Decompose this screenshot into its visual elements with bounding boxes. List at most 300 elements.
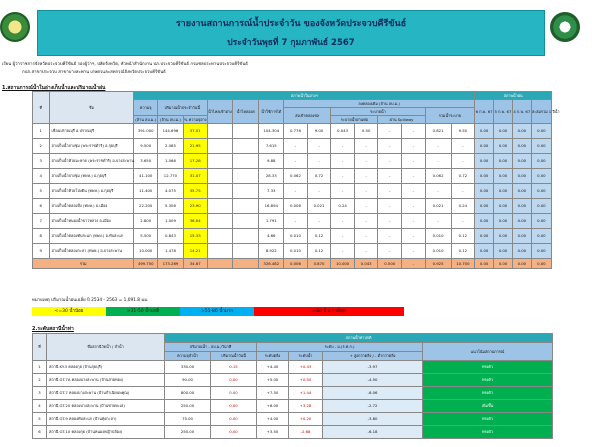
total-r1: 0.00 [475, 259, 494, 269]
cell-tot: - [425, 184, 451, 199]
cell-cur: 5.306 [157, 199, 183, 214]
cell-hmp: - [354, 229, 378, 244]
reservoir-row [33, 184, 552, 199]
province-seal-logo [0, 12, 30, 42]
cell-r2: 0.00 [494, 244, 513, 259]
cell-outflow [233, 214, 259, 229]
cell-sp: - [378, 244, 402, 259]
cell-inflow [207, 139, 233, 154]
cell-outflow [233, 139, 259, 154]
col-inflow: น้ำไหลเข้าอ่าง [207, 100, 233, 124]
cell-r2: 0.00 [494, 139, 513, 154]
cell-name: อ่างเก็บน้ำคลองบึง (ทพษ.) อ.เมือง [49, 199, 134, 214]
station-name: สถานี GT.20 คลองบางสะพาน (บ้านชายทะเล) [47, 400, 165, 413]
col-rain-total: สะสมรวม 1 ปีน้ำ [531, 100, 551, 124]
cell-r4: 0.00 [531, 199, 551, 214]
col-release-sub: ระบายน้ำ [331, 108, 425, 116]
cell-spp: - [402, 244, 426, 259]
cell-tot: 0.021 [425, 199, 451, 214]
station-bank: +4.00 [257, 413, 289, 426]
cell-tot: 0.062 [425, 169, 451, 184]
cell-r4: 0.00 [531, 139, 551, 154]
cell-usable: 9.88 [259, 154, 284, 169]
station-level: +3.28 [289, 400, 323, 413]
cell-inflow [207, 199, 233, 214]
col-total: รวมน้ำระบาย [425, 108, 475, 124]
unit-cur: (ล้าน ลบ.ม.) [157, 116, 183, 124]
cell-cur: 2.085 [157, 139, 183, 154]
cell-pct: 14.21 [183, 244, 207, 259]
cell-totp: 0.24 [451, 199, 475, 214]
cell-tbdp: - [307, 139, 331, 154]
cell-r3: 0.00 [512, 169, 531, 184]
cell-spp: - [402, 184, 426, 199]
cell-hm: - [331, 214, 355, 229]
cell-r1: 0.00 [475, 214, 494, 229]
col-capacity: ความจุ [134, 100, 158, 116]
cell-outflow [233, 154, 259, 169]
station-status: ทรงตัว [423, 413, 553, 426]
station-no: 6 [33, 426, 47, 439]
cell-tbd: - [284, 214, 308, 229]
station-no: 4 [33, 400, 47, 413]
col2-level: ระดับ - ม.(ร.ท.ก.) [257, 343, 423, 352]
cell-tbdp: - [307, 214, 331, 229]
cell-name: อ่างเก็บน้ำยางชุม (ทพษ.) อ.กุยบุรี [49, 169, 134, 184]
station-level: +0.20 [289, 413, 323, 426]
recipient-line-2: กปภ.สาขาประจวบ สาขาบางสะพาน เกษตรและสหกรณ์จังหวัดประจวบคีรีขันธ์ [22, 70, 166, 75]
cell-cap: 5.500 [134, 229, 158, 244]
cell-sp: - [378, 184, 402, 199]
cell-cap: 10.000 [134, 244, 158, 259]
station-level: +0.50 [289, 374, 323, 387]
col-rain-1: 6 ก.พ. 67 [475, 100, 494, 124]
unit-cap: (ล้าน ลบ.ม.) [135, 116, 157, 122]
cell-cur: 12.770 [157, 169, 183, 184]
cell-no: 1 [33, 124, 50, 139]
station-diff: -3.80 [323, 413, 423, 426]
cell-r1: 0.00 [475, 199, 494, 214]
cell-spp: - [402, 124, 426, 139]
cell-inflow [207, 214, 233, 229]
cell-totp: - [451, 154, 475, 169]
cell-pct: 21.95 [183, 139, 207, 154]
station-flow: 0.00 [211, 400, 257, 413]
station-diff: -6.06 [323, 387, 423, 400]
cell-hm: - [331, 184, 355, 199]
station-flow: 0.00 [211, 374, 257, 387]
cell-sp: - [378, 154, 402, 169]
cell-tbd: - [284, 139, 308, 154]
cell-no: 7 [33, 214, 50, 229]
cell-tbd: 0.010 [284, 229, 308, 244]
station-cap: 800.00 [165, 387, 211, 400]
station-bank: +5.00 [257, 374, 289, 387]
cell-inflow [207, 169, 233, 184]
station-diff: -4.50 [323, 374, 423, 387]
col2-no: ที่ [33, 334, 47, 361]
total-pct: 34.67 [183, 259, 207, 269]
cell-inflow [207, 184, 233, 199]
cell-tbdp: - [307, 184, 331, 199]
station-bank: +7.50 [257, 387, 289, 400]
cell-totp: - [451, 214, 475, 229]
col2-flow: ปริมาณน้ำ - ลบ.ม./วินาที [165, 343, 257, 352]
station-status: ทรงตัว [423, 374, 553, 387]
report-header [37, 10, 545, 56]
cell-r1: 0.00 [475, 124, 494, 139]
cell-inflow [207, 154, 233, 169]
cell-hmp: - [354, 214, 378, 229]
station-cap: 250.00 [165, 426, 211, 439]
cell-pct: 35.75 [183, 184, 207, 199]
station-no: 2 [33, 374, 47, 387]
cell-r2: 0.00 [494, 214, 513, 229]
cell-no: 5 [33, 184, 50, 199]
total-empty [207, 259, 233, 269]
station-diff: -2.72 [323, 400, 423, 413]
cell-r2: 0.00 [494, 184, 513, 199]
station-diff: -3.97 [323, 361, 423, 374]
station-no: 1 [33, 361, 47, 374]
cell-name: อ่างเก็บน้ำคลองกะลา (ทพษ.) อ.บางสะพาน [49, 244, 134, 259]
cell-r2: 0.00 [494, 229, 513, 244]
station-row [33, 374, 553, 387]
cell-usable: 104.304 [259, 124, 284, 139]
cell-hmp: - [354, 139, 378, 154]
total-cur: 173.269 [157, 259, 183, 269]
cell-outflow [233, 169, 259, 184]
reservoir-row [33, 124, 552, 139]
legend-item: >31-50 น้ำปกติ [106, 307, 180, 316]
cell-hmp: - [354, 169, 378, 184]
reservoir-row [33, 244, 552, 259]
cell-r3: 0.00 [512, 154, 531, 169]
col-rain-2: 5 ก.พ. 67 [494, 100, 513, 124]
cell-r2: 0.00 [494, 199, 513, 214]
cell-tbdp: - [307, 154, 331, 169]
total-r3: 0.00 [512, 259, 531, 269]
group-rain: สภาพน้ำฝน [475, 92, 552, 100]
group-reservoir: สภาพน้ำในอ่างฯ [134, 92, 475, 100]
cell-no: 6 [33, 199, 50, 214]
reservoir-table [32, 91, 560, 269]
cell-name: อ่างเก็บน้ำห้วยโป่งดิน (ทพษ.) อ.กุยบุรี [49, 184, 134, 199]
cell-tbd: - [284, 154, 308, 169]
reservoir-row [33, 229, 552, 244]
cell-r4: 0.00 [531, 229, 551, 244]
cell-hm: - [331, 169, 355, 184]
cell-name: อ่างเก็บน้ำหนองน้ำขาวหลวง อ.เมือง [49, 214, 134, 229]
cell-r3: 0.00 [512, 214, 531, 229]
station-no: 5 [33, 413, 47, 426]
cell-r3: 0.00 [512, 199, 531, 214]
station-level: +1.44 [289, 387, 323, 400]
cell-cap: 41.100 [134, 169, 158, 184]
cell-pct: 17.28 [183, 154, 207, 169]
cell-pct: 31.07 [183, 169, 207, 184]
station-row [33, 361, 553, 374]
cell-usable: 8.922 [259, 244, 284, 259]
total-empty [233, 259, 259, 269]
cell-pct: 36.04 [183, 214, 207, 229]
col-rain-3: 4 ก.พ. 67 [512, 100, 531, 124]
group-station: สภาพน้ำท่าปกติ [165, 334, 553, 343]
total-hm: 10.000 [331, 259, 355, 269]
cell-cap: 11.400 [134, 184, 158, 199]
station-name: สถานี GT.7 คลองบางสะพาน (บ้านกำเนิดนพคุณ) [47, 387, 165, 400]
report-date: ประจำวันพุธที่ 7 กุมภาพันธ์ 2567 [227, 38, 355, 48]
cell-cap: 391.000 [134, 124, 158, 139]
station-name: สถานี GT.9 คลองทับสะแก (บ้านทุ่งกะลา) [47, 413, 165, 426]
total-cap: 499.750 [134, 259, 158, 269]
cell-tot: - [425, 214, 451, 229]
cell-r1: 0.00 [475, 154, 494, 169]
cell-tbdp: 9.00 [307, 124, 331, 139]
col-tbd: ส่งเข้าคลองชล [284, 108, 331, 124]
cell-name: อ่างเก็บน้ำยางชุม (พระราชดำริ) อ.กุยบุรี [49, 139, 134, 154]
station-row [33, 426, 553, 439]
cell-hmp: - [354, 244, 378, 259]
cell-no: 8 [33, 229, 50, 244]
station-no: 3 [33, 387, 47, 400]
total-label: รวม [33, 259, 134, 269]
cell-spp: - [402, 199, 426, 214]
cell-usable: 7.33 [259, 184, 284, 199]
cell-usable: 4.66 [259, 229, 284, 244]
cell-tot: 0.821 [425, 124, 451, 139]
cell-totp: 0.12 [451, 229, 475, 244]
cell-totp: 0.72 [451, 169, 475, 184]
cell-cap: 9.500 [134, 139, 158, 154]
cell-totp: 0.12 [451, 244, 475, 259]
rainfall-note: หมายเหตุ ปริมาณน้ำฝนเฉลี่ย ปี 2534 - 2563 = 1,091.8 มม. [32, 298, 149, 303]
cell-tbd: 0.776 [284, 124, 308, 139]
cell-hm: - [331, 229, 355, 244]
station-status: ทรงตัว [423, 387, 553, 400]
station-name: สถานี GT.7A คลองบางสะพาน (บ้านสายทอง) [47, 374, 165, 387]
total-totp: 10.700 [451, 259, 475, 269]
cell-usable: 16.894 [259, 199, 284, 214]
cell-outflow [233, 124, 259, 139]
cell-r1: 0.00 [475, 184, 494, 199]
cell-pct: 15.33 [183, 229, 207, 244]
station-diff: -6.18 [323, 426, 423, 439]
cell-tot: - [425, 154, 451, 169]
col-current: ปริมาณน้ำประจำวันนี้ [157, 100, 207, 116]
cell-no: 9 [33, 244, 50, 259]
cell-r2: 0.00 [494, 154, 513, 169]
col-outflow: น้ำไหลออก [233, 100, 259, 124]
cell-cur: 1.478 [157, 244, 183, 259]
cell-tot: - [425, 139, 451, 154]
cell-sp: - [378, 169, 402, 184]
col2-bank: ระดับตลิ่ง [257, 352, 289, 361]
station-level: +0.43 [289, 361, 323, 374]
col2-name: ชื่อสถานีวัดน้ำ / ลำน้ำ [47, 334, 165, 361]
cell-r4: 0.00 [531, 154, 551, 169]
cell-pct: 37.01 [183, 124, 207, 139]
total-r4: 0.00 [531, 259, 551, 269]
cell-usable: 28.33 [259, 169, 284, 184]
section1-title: 1.สถานการณ์น้ำในอ่างเก็บน้ำและปริมาณน้ำฝน [2, 85, 106, 91]
station-bank: +6.00 [257, 400, 289, 413]
reservoir-row [33, 139, 552, 154]
total-tbd: 0.006 [284, 259, 308, 269]
cell-tbd: 0.006 [284, 199, 308, 214]
cell-r4: 0.00 [531, 124, 551, 139]
cell-r2: 0.00 [494, 169, 513, 184]
cell-outflow [233, 229, 259, 244]
station-row [33, 387, 553, 400]
cell-totp: 9.50 [451, 124, 475, 139]
cell-tot: 0.010 [425, 229, 451, 244]
cell-cur: 0.843 [157, 229, 183, 244]
cell-cur: 1.066 [157, 154, 183, 169]
station-row [33, 413, 553, 426]
cell-totp: - [451, 139, 475, 154]
reservoir-row [33, 199, 552, 214]
cell-sp: - [378, 199, 402, 214]
cell-hm: - [331, 244, 355, 259]
cell-r1: 0.00 [475, 244, 494, 259]
total-spp: - [402, 259, 426, 269]
legend-item: >80 น้ำมากที่สุด [254, 307, 404, 316]
cell-sp: - [378, 214, 402, 229]
cell-cur: 1.009 [157, 214, 183, 229]
cell-tbdp: 0.12 [307, 244, 331, 259]
cell-hm: 0.043 [331, 124, 355, 139]
cell-cap: 2.800 [134, 214, 158, 229]
report-title: รายงานสถานการณ์น้ำประจำวัน ของจังหวัดประจวบคีรีขันธ์ [175, 19, 407, 29]
cell-outflow [233, 184, 259, 199]
legend-item: >51-80 น้ำมาก [180, 307, 254, 316]
cell-inflow [207, 244, 233, 259]
cell-inflow [207, 124, 233, 139]
total-tbdp: 0.870 [307, 259, 331, 269]
cell-r1: 0.00 [475, 169, 494, 184]
cell-pct: 23.90 [183, 199, 207, 214]
department-seal-logo [550, 12, 580, 42]
cell-r2: 0.00 [494, 124, 513, 139]
cell-name: เขื่อนปราณบุรี อ.ปราณบุรี [49, 124, 134, 139]
cell-hmp: - [354, 184, 378, 199]
col2-water: ระดับน้ำ [289, 352, 323, 361]
col2-diff: + สูงกว่าตลิ่ง / - ต่ำกว่าตลิ่ง [323, 352, 423, 361]
total-r2: 0.00 [494, 259, 513, 269]
cell-tot: 0.010 [425, 244, 451, 259]
cell-spp: - [402, 154, 426, 169]
section2-title: 2.ระดับสถานีน้ำท่า [32, 326, 74, 332]
cell-cap: 22.200 [134, 199, 158, 214]
cell-r1: 0.00 [475, 229, 494, 244]
station-status: เพิ่มขึ้น [423, 400, 553, 413]
cell-spp: - [402, 214, 426, 229]
reservoir-row [33, 169, 552, 184]
cell-no: 4 [33, 169, 50, 184]
cell-r3: 0.00 [512, 184, 531, 199]
total-row [33, 259, 552, 269]
station-cap: 330.00 [165, 361, 211, 374]
cell-tbdp: 0.12 [307, 229, 331, 244]
col-usable: น้ำใช้การได้ [259, 100, 284, 124]
total-usable: 326.482 [259, 259, 284, 269]
col2-status: แนวโน้มสถานการณ์ [423, 343, 553, 361]
total-sp: 0.500 [378, 259, 402, 269]
cell-tbd: - [284, 184, 308, 199]
cell-cur: 144.696 [157, 124, 183, 139]
cell-hmp: 0.50 [354, 124, 378, 139]
col-no: ที่ [33, 92, 50, 124]
col-name: ชื่อ [49, 92, 134, 124]
cell-outflow [233, 199, 259, 214]
cell-spp: - [402, 229, 426, 244]
cell-hmp: - [354, 199, 378, 214]
cell-tbdp: 0.72 [307, 169, 331, 184]
station-bank: +4.40 [257, 361, 289, 374]
cell-sp: - [378, 139, 402, 154]
station-name: สถานี GT.10 คลองกุย (บ้านหนองหญ้าปล้อง) [47, 426, 165, 439]
cell-hm: - [331, 154, 355, 169]
cell-spp: - [402, 139, 426, 154]
legend-item: <=30 น้ำน้อย [32, 307, 106, 316]
cell-r4: 0.00 [531, 244, 551, 259]
cell-name: อ่างเก็บน้ำห้วยมะหาด (พระราชดำริ) อ.บางสะพาน [49, 154, 134, 169]
recipient-line: เรียน ผู้ว่าราชการจังหวัดประจวบคีรีขันธ์ รองผู้ว่าฯ, ปลัดจังหวัด, หัวหน้าสำนักงาน ปภ.ประจวบคีรีขันธ์ กรมชลประทานประจวบคีรีขันธ์ [2, 62, 248, 67]
col-release: ลงคลองเดิม (ล้าน ลบ.ม.) [284, 100, 475, 108]
cell-spp: - [402, 169, 426, 184]
station-flow: 0.00 [211, 413, 257, 426]
cell-usable: 1.791 [259, 214, 284, 229]
cell-r3: 0.00 [512, 244, 531, 259]
station-status: ทรงตัว [423, 361, 553, 374]
cell-name: อ่างเก็บน้ำคลองทับสะแก (ทพษ.) อ.ทับสะแก [49, 229, 134, 244]
reservoir-row [33, 154, 552, 169]
col-hmgt: ระบายน้ำผ่านท่อ [331, 116, 378, 124]
station-cap: 250.00 [165, 400, 211, 413]
unit-pct: % ความจุอ่าง [183, 116, 207, 122]
cell-no: 3 [33, 154, 50, 169]
cell-sp: - [378, 229, 402, 244]
col2-today: ปริมาณน้ำวันนี้ [211, 352, 257, 361]
station-cap: 75.00 [165, 413, 211, 426]
cell-outflow [233, 244, 259, 259]
cell-r3: 0.00 [512, 124, 531, 139]
station-name: สถานี KY.3 คลองกุย (บ้านกุยบุรี) [47, 361, 165, 374]
cell-cur: 4.075 [157, 184, 183, 199]
cell-no: 2 [33, 139, 50, 154]
cell-tbdp: 0.021 [307, 199, 331, 214]
cell-hmp: - [354, 154, 378, 169]
cell-hm: - [331, 139, 355, 154]
cell-hm: 0.24 [331, 199, 355, 214]
station-flow: 0.00 [211, 387, 257, 400]
cell-inflow [207, 229, 233, 244]
station-status: ทรงตัว [423, 426, 553, 439]
station-row [33, 400, 553, 413]
cell-r4: 0.00 [531, 214, 551, 229]
col2-cap: ความจุลำน้ำ [165, 352, 211, 361]
station-bank: +3.50 [257, 426, 289, 439]
station-cap: 90.00 [165, 374, 211, 387]
cell-tbd: 0.010 [284, 244, 308, 259]
cell-r3: 0.00 [512, 229, 531, 244]
cell-totp: - [451, 184, 475, 199]
cell-tbd: 0.062 [284, 169, 308, 184]
col-spill: ผ่าน Spillway [378, 116, 425, 124]
reservoir-row [33, 214, 552, 229]
cell-usable: 7.615 [259, 139, 284, 154]
